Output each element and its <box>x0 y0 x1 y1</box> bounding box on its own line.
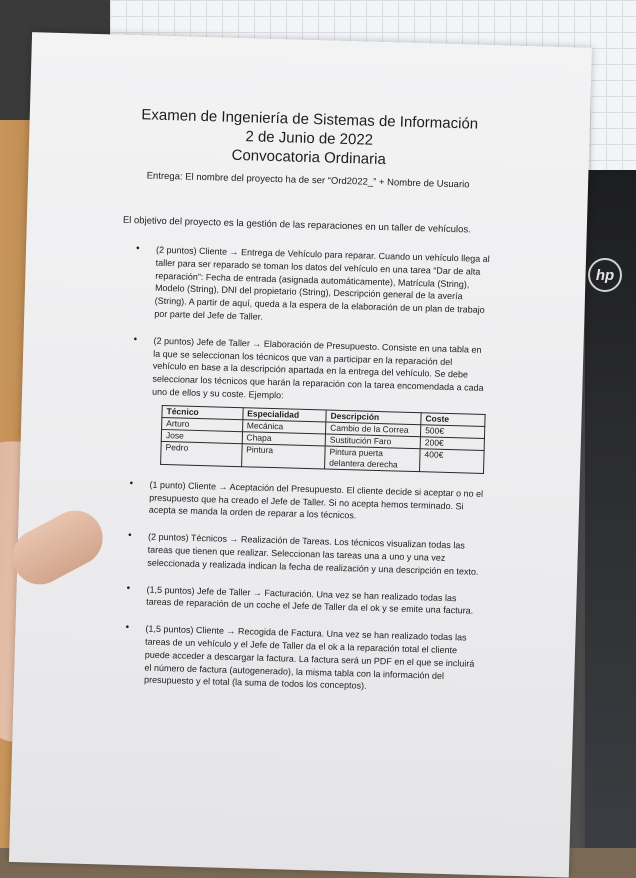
table-cell: Pedro <box>161 441 242 466</box>
exam-date: 2 de Junio de 2022 <box>245 128 374 149</box>
list-item <box>125 530 482 578</box>
list-item <box>127 478 484 526</box>
table-cell: 400€ <box>420 448 485 473</box>
exam-header <box>28 102 590 194</box>
bullet-icon: • <box>127 530 132 542</box>
list-item <box>122 622 480 696</box>
list-item <box>132 243 490 330</box>
column-header: Coste <box>421 412 485 426</box>
item-text: (2 puntos) Técnicos → Realización de Tareas. Los técnicos visualizan todas las tareas que tienen que realizar. Seleccionan las tareas una a uno y una vez seleccionada y realizada indican la fecha de realización y una descripción en texto. <box>147 531 479 577</box>
column-header: Descripción <box>326 410 421 425</box>
item-text: (2 puntos) Jefe de Taller → Elaboración de Presupuesto. Consiste en una tabla en la que se seleccionan los técnicos que van a participar en la reparación del vehículo en base a la descripción apartada en la entrega del vehículo. Se debe seleccionar los técnicos que harán la reparación con la tarea encomendada a cada uno de ellos y su coste. Ejemplo: <box>151 335 484 401</box>
item-text: (2 puntos) Cliente → Entrega de Vehículo para reparar. Cuando un vehículo llega al taller para ser reparado se toman los datos del vehículo en una tarea “Dar de alta reparación”: Fecha de entrada (asignada automáticamente), Matrícula (String), Modelo (String), DNI del propietario (String), Descripción general de la avería (String). A partir de aquí, queda a la espera de la elaboración de un plan de trabajo por parte del Jefe de Taller. <box>154 244 490 322</box>
table-cell: Arturo <box>162 417 243 431</box>
table-cell: Pintura <box>241 443 325 468</box>
bullet-icon: • <box>135 243 140 255</box>
delivery-note: Entrega: El nombre del proyecto ha de ser “Ord2022_” + Nombre de Usuario <box>146 170 470 191</box>
list-item <box>124 583 481 619</box>
item-text: (1,5 puntos) Jefe de Taller → Facturación. Una vez se han realizado todas las tareas de reparación de un coche el Jefe de Taller da el ok y se emite una factura. <box>146 584 474 617</box>
column-header: Técnico <box>162 405 243 419</box>
exam-sheet <box>9 32 592 877</box>
bullet-icon: • <box>125 622 130 634</box>
item-text: (1,5 puntos) Cliente → Recogida de Factura. Una vez se han realizado todas las tareas de un vehículo y el Jefe de Taller da el ok a la reparación total el cliente puede acceder a descargar la factura. La factura será un PDF en el que se incluirá el número de factura (autogenerado), la misma tabla con la información del presupuesto y el total (la suma de todos los conceptos). <box>143 623 475 692</box>
bullet-icon: • <box>133 333 138 346</box>
table-cell: Mecánica <box>242 419 326 433</box>
budget-table <box>160 405 486 474</box>
table-cell: Sustitución Faro <box>325 434 420 449</box>
item-text: (1 punto) Cliente → Aceptación del Presupuesto. El cliente decide si aceptar o no el presupuesto que ha creado el Jefe de Taller. Si no acepta hemos terminado. Si acepta se manda la orden de reparar a los técnicos. <box>148 479 484 521</box>
table-cell: 500€ <box>420 424 484 438</box>
column-header: Especialidad <box>243 407 327 421</box>
table-cell: Pintura puerta delantera derecha <box>325 446 421 472</box>
exam-title: Examen de Ingeniería de Sistemas de Información <box>141 106 479 133</box>
laptop-logo: hp <box>588 258 622 292</box>
table-cell: 200€ <box>420 436 484 450</box>
table-cell: Cambio de la Correa <box>326 422 421 437</box>
objective-text: El objetivo del proyecto es la gestión de las reparaciones en un taller de vehículos. <box>122 214 471 236</box>
bullet-icon: • <box>126 582 131 594</box>
bullet-icon: • <box>129 477 134 489</box>
table-cell: Jose <box>161 429 242 443</box>
table-cell: Chapa <box>242 431 326 445</box>
task-list <box>121 243 490 710</box>
list-item <box>128 334 487 474</box>
exam-session: Convocatoria Ordinaria <box>231 146 387 169</box>
